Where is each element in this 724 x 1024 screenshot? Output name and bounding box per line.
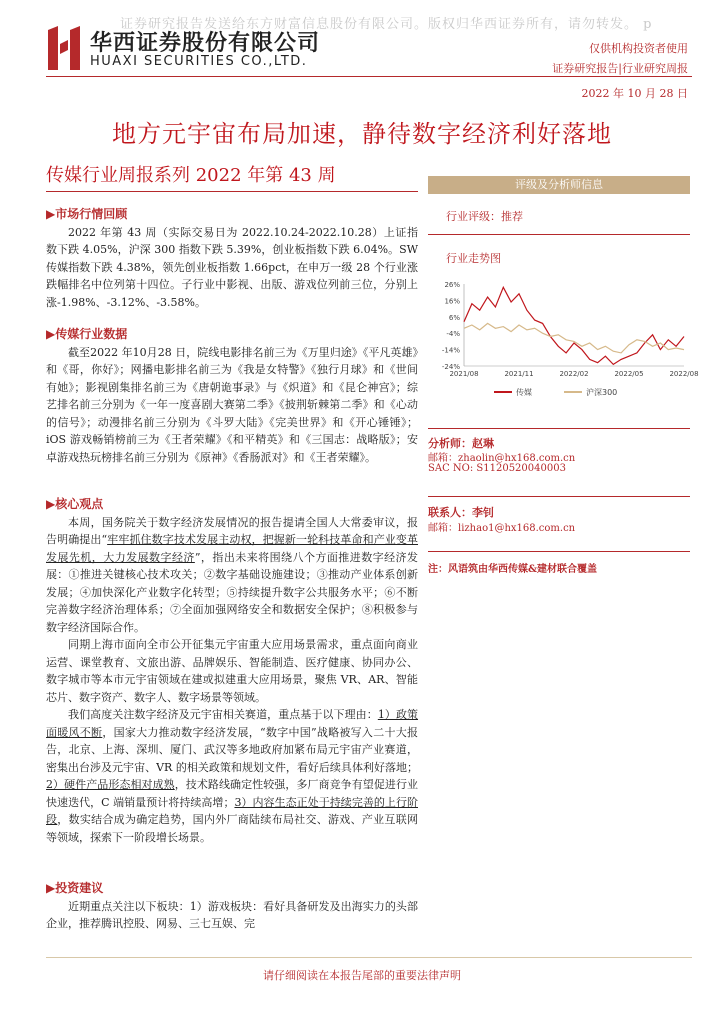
watermark: 证券研究报告发送给东方财富信息股份有限公司。版权归华西证券所有，请勿转发。 p xyxy=(120,17,653,32)
x-tick-label: 2022/05 xyxy=(614,370,644,378)
report-type-tag: 证券研究报告|行业研究周报 xyxy=(552,62,688,75)
divider xyxy=(428,551,690,552)
divider xyxy=(428,428,690,429)
legend-label: 沪深300 xyxy=(586,388,618,397)
analyst-name: 分析师：赵琳 xyxy=(428,437,494,450)
page-subtitle: 传媒行业周报系列 2022 年第 43 周 xyxy=(46,165,336,186)
legal-footer: 请仔细阅读在本报告尾部的重要法律声明 xyxy=(263,969,461,982)
audience-tag: 仅供机构投资者使用 xyxy=(589,42,688,55)
contact-email[interactable]: 邮箱：lizhao1@hx168.com.cn xyxy=(428,523,576,534)
industry-trend-chart xyxy=(434,276,699,416)
paragraph: 截至2022 年10月28 日，院线电影排名前三为《万里归途》《平凡英雄》和《哥，你好》；网播电影排名前三为《我是女特警》《独行月球》和《世间有她》；影视剧集排名前三为《唐朝诡事录》与《炽道》和《昆仑神宫》；综艺排名前三分别为《一年一度喜剧大赛第二季》《披荆斩棘第二季》和《心动的信号》；动漫排名前三分别为《斗罗大陆》《完美世界》和《开心锤锤》；iOS 游戏畅销榜前三为《王者荣耀》《和平精英》和《三国志：战略版》；安卓游戏热玩榜排名前三分别为《原神》《香肠派对》和《王者荣耀》。 xyxy=(46,345,418,464)
industry-rating: 行业评级：推荐 xyxy=(446,210,523,223)
series-line-传媒 xyxy=(464,287,684,364)
legend-label: 传媒 xyxy=(516,388,532,397)
header-divider xyxy=(46,76,692,77)
y-tick-label: -4% xyxy=(446,330,460,339)
y-tick-label: 16% xyxy=(444,297,460,306)
analyst-sac-number: SAC NO: S1120520040003 xyxy=(428,463,566,474)
y-tick-label: -14% xyxy=(441,346,460,355)
x-tick-label: 2021/11 xyxy=(504,370,534,378)
paragraph: 本周，国务院关于数字经济发展情况的报告提请全国人大常委审议，报告明确提出“牢牢抓住数字技术发展主动权，把握新一轮科技革命和产业变革发展先机，大力发展数字经济”，指出未来将围绕八个方面推进数字经济发展：①推进关键核心技术攻关；②数字基础设施建设；③推动产业体系创新发展；④加快深化产业数字化转型；⑤持续提升数字公共服务水平；⑥不断完善数字经济治理体系；⑦全面加强网络安全和数据安全保护；⑧积极参与数字经济国际合作。 xyxy=(46,515,419,634)
page-title: 地方元宇宙布局加速，静待数字经济利好落地 xyxy=(112,120,612,148)
company-name-cn: 华西证券股份有限公司 xyxy=(90,31,321,56)
divider xyxy=(428,234,690,235)
subtitle-divider xyxy=(46,191,418,192)
section-investment-advice xyxy=(46,880,418,933)
section-heading: ▶市场行情回顾 xyxy=(46,207,128,221)
paragraph: 我们高度关注数字经济及元宇宙相关赛道，重点基于以下理由：1）政策面暖风不断，国家大力推动数字经济发展，“数字中国”战略被写入二十大报告，北京、上海、深圳、厦门、武汉等多地政府加紧布局元宇宙产业赛道，密集出台涉及元宇宙、VR 的相关政策和规划文件，看好后续具体利好落地；2）硬件产品形态相对成熟，技术路线确定性较强，多厂商竞争有望促进行业快速迭代，C 端销量预计将持续高增；3）内容生态正处于持续完善的上行阶段，数实结合成为确定趋势，国内外厂商陆续布局社交、游戏、产业互联网等领域，探索下一阶段增长场景。 xyxy=(46,708,419,844)
section-heading: ▶传媒行业数据 xyxy=(46,327,128,341)
y-tick-label: 6% xyxy=(448,313,460,322)
section-industry-data xyxy=(46,326,418,466)
section-core-view xyxy=(46,496,418,846)
contact-name: 联系人：李钊 xyxy=(428,506,494,519)
coverage-note: 注：风语筑由华西传媒&建材联合覆盖 xyxy=(428,564,598,575)
company-logo-icon xyxy=(46,26,80,70)
report-date: 2022 年 10 月 28 日 xyxy=(581,87,688,100)
section-market-review xyxy=(46,206,418,311)
paragraph: 近期重点关注以下板块：1）游戏板块：看好具备研发及出海实力的头部企业，推荐腾讯控股、网易、三七互娱、完 xyxy=(46,899,418,930)
x-tick-label: 2021/08 xyxy=(449,370,479,378)
y-tick-label: -24% xyxy=(441,363,460,371)
trend-chart-title: 行业走势图 xyxy=(446,252,501,265)
analyst-sidebar xyxy=(428,176,699,596)
y-tick-label: 26% xyxy=(444,281,460,289)
x-tick-label: 2022/08 xyxy=(669,370,699,378)
section-heading: ▶投资建议 xyxy=(46,881,104,895)
analyst-email[interactable]: 邮箱：zhaolin@hx168.com.cn xyxy=(428,453,576,464)
section-heading: ▶核心观点 xyxy=(46,497,104,511)
paragraph: 同期上海市面向全市公开征集元宇宙重大应用场景需求，重点面向商业运营、课堂教育、文旅出游、品牌娱乐、智能制造、医疗健康、协同办公、数字城市等本市元宇宙领域在建或拟建重大应用场景，聚焦 VR、AR、智能芯片、数字资产、数字人、数字场景等领域。 xyxy=(46,638,418,704)
company-name-en: HUAXI SECURITIES CO.,LTD. xyxy=(90,54,308,69)
x-tick-label: 2022/02 xyxy=(559,370,589,378)
sidebar-header: 评级及分析师信息 xyxy=(428,176,690,194)
series-line-沪深300 xyxy=(464,323,684,353)
divider xyxy=(428,496,690,497)
footer-divider xyxy=(46,957,692,958)
paragraph: 2022 年第 43 周（实际交易日为 2022.10.24-2022.10.28）上证指数下跌 4.05%，沪深 300 指数下跌 5.39%，创业板指数下跌 6.04%。SW 传媒指数下跌 4.38%，领先创业板指数 1.66pct，在申万一级 28 个行业涨跌幅排名中位列第十四位。子行业中影视、出版、游戏位列前三位，分别上涨-1.98%、-3.12%、-3.58%。 xyxy=(46,225,418,309)
